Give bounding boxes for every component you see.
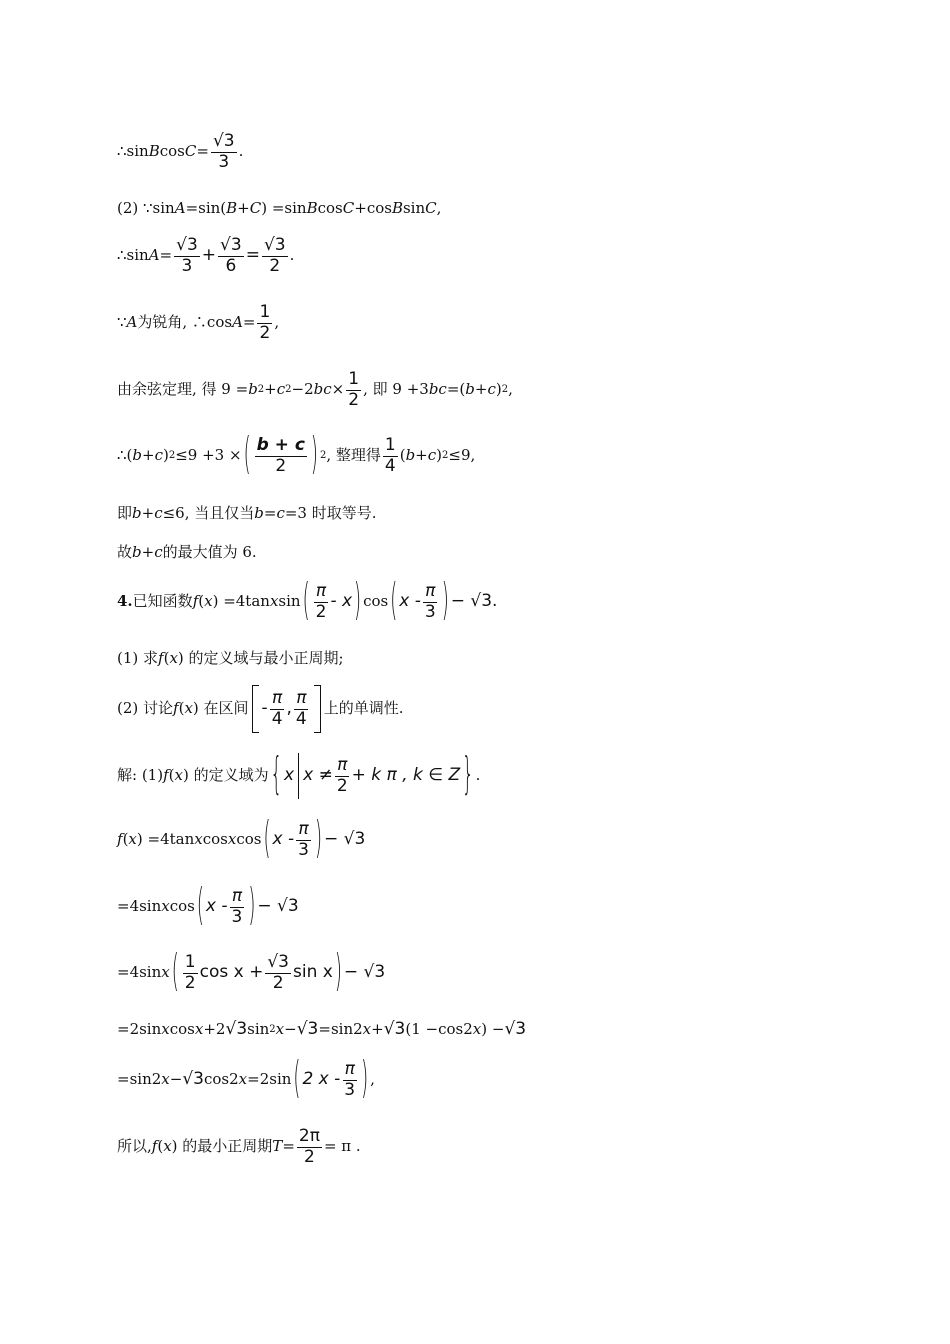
text: b: [465, 380, 475, 399]
numerator: π: [231, 886, 243, 906]
left-paren: (: [171, 946, 179, 998]
text: (2) 讨论: [117, 699, 174, 718]
text: =: [159, 246, 173, 265]
denominator: 2: [315, 601, 327, 622]
text: ∴sin: [117, 142, 149, 161]
text: =sin2: [318, 1020, 363, 1039]
text: +: [264, 380, 277, 399]
text: x -: [272, 829, 295, 850]
text: -: [261, 698, 268, 719]
problem-4-statement: [117, 575, 498, 627]
text: −: [169, 1070, 183, 1089]
fraction: [294, 689, 309, 729]
text: - x: [330, 591, 353, 612]
text: C: [425, 199, 437, 217]
text: f: [117, 830, 123, 849]
text: +: [415, 446, 428, 465]
text: cos: [159, 142, 185, 161]
text: b: [132, 504, 142, 522]
text: =: [196, 142, 209, 161]
line-11: [117, 685, 404, 733]
fraction: [297, 1127, 322, 1167]
problem-number: 4.: [117, 592, 133, 611]
line-17: [117, 1053, 375, 1105]
text: x: [161, 1070, 170, 1089]
line-3: [117, 236, 294, 276]
text: +cos: [354, 199, 392, 217]
text: + k π , k ∈ Z: [351, 765, 461, 786]
text: ) =4tan: [212, 592, 270, 611]
text: x: [184, 699, 193, 718]
numerator: √3: [176, 235, 198, 255]
text: =2sin: [117, 1020, 162, 1039]
text: C: [184, 142, 197, 161]
text: √3: [225, 1019, 248, 1039]
text: x: [194, 830, 203, 849]
line-12: [117, 749, 481, 800]
text: B: [226, 199, 238, 217]
text: , 即 9 +3: [363, 380, 429, 399]
text: x: [174, 766, 183, 785]
right-paren: ): [334, 946, 342, 998]
superscript: 2: [442, 450, 449, 462]
denominator: 3: [344, 1079, 356, 1100]
text: .: [475, 766, 481, 785]
text: √3: [383, 1019, 406, 1039]
text: 故: [117, 543, 133, 561]
text: +: [371, 1020, 384, 1039]
denominator: 2: [348, 389, 360, 410]
line-14: [117, 880, 299, 932]
denominator: 3: [298, 839, 309, 860]
text: (1 −cos2: [405, 1020, 473, 1039]
text: ∵: [117, 313, 127, 332]
text: c: [154, 504, 163, 522]
numerator: π: [344, 1059, 355, 1079]
right-paren: ): [248, 880, 256, 932]
numerator: π: [425, 581, 436, 601]
numerator: 1: [348, 369, 360, 389]
right-paren: ): [361, 1053, 369, 1105]
text: cos: [169, 1020, 195, 1039]
text: cos2: [203, 1070, 239, 1089]
fraction: [211, 132, 237, 172]
fraction: [423, 582, 438, 622]
text: +2: [203, 1020, 226, 1039]
text: A: [174, 199, 186, 217]
text: (: [157, 1137, 164, 1156]
text: =: [245, 245, 260, 266]
text: − √3: [323, 829, 366, 850]
fraction: [218, 236, 244, 276]
numerator: √3: [212, 131, 235, 151]
left-paren: (: [243, 429, 251, 481]
text: sin x: [292, 962, 333, 983]
text: √3: [296, 1019, 319, 1039]
line-13: [117, 813, 366, 865]
text: ) =4tan: [136, 830, 195, 849]
text: =sin2: [117, 1070, 162, 1089]
text: x: [194, 1020, 204, 1039]
text: sin: [247, 1020, 270, 1039]
text: 为锐角, ∴cos: [137, 313, 233, 332]
text: x: [275, 1020, 285, 1039]
text: .: [289, 246, 295, 265]
fraction: [314, 582, 329, 622]
denominator: 2: [259, 322, 271, 343]
denominator: 2: [336, 775, 348, 796]
fraction: [346, 370, 361, 410]
text: − √3.: [450, 591, 498, 612]
text: b: [248, 380, 258, 399]
text: (: [122, 830, 129, 849]
text: x: [284, 765, 295, 786]
text: ) =sin: [261, 199, 307, 217]
numerator: √3: [267, 952, 289, 972]
text: x: [163, 1137, 172, 1156]
superscript: 2: [285, 384, 292, 396]
text: A: [232, 313, 243, 332]
numerator: π: [298, 819, 309, 839]
text: ) 在区间: [192, 699, 249, 718]
denominator: 3: [424, 601, 436, 622]
numerator: π: [271, 687, 283, 708]
text: (: [163, 649, 170, 667]
text: f: [192, 592, 199, 611]
text: .: [238, 142, 244, 161]
numerator: 2π: [298, 1126, 320, 1146]
right-bracket: [314, 685, 321, 733]
text: c: [487, 380, 496, 399]
text: =4sin: [117, 897, 162, 916]
numerator: π: [337, 754, 348, 775]
text: ,: [286, 698, 292, 719]
text: =2sin: [247, 1070, 292, 1089]
fraction: [335, 756, 350, 796]
text: b: [132, 446, 143, 465]
right-brace: }: [462, 749, 474, 800]
text: 即: [117, 504, 133, 522]
text: ) 的最小正周期: [171, 1137, 273, 1156]
text: bc: [428, 380, 447, 399]
denominator: 3: [218, 151, 230, 172]
text: 上的单调性.: [323, 699, 404, 718]
text: cos: [169, 897, 195, 916]
line-1: [117, 132, 243, 172]
text: cos: [363, 592, 389, 611]
text: ≤6, 当且仅当: [162, 504, 255, 522]
fraction: [342, 1060, 357, 1100]
text: (: [168, 766, 175, 785]
line-10: [117, 650, 344, 667]
fraction: [262, 236, 288, 276]
text: bc: [313, 380, 332, 399]
text: ×: [331, 380, 345, 399]
text: x: [238, 1070, 248, 1089]
fraction: [296, 820, 311, 860]
text: ) 的定义域与最小正周期;: [177, 649, 344, 667]
text: +: [141, 543, 155, 561]
text: ): [495, 380, 502, 399]
text: ∴sin: [117, 246, 149, 265]
text: (: [198, 592, 205, 611]
numerator: √3: [263, 235, 286, 255]
left-brace: {: [270, 749, 283, 800]
superscript: 2: [257, 384, 265, 396]
fraction: [257, 303, 272, 343]
text: sin: [402, 199, 426, 217]
line-2: [117, 200, 441, 217]
fraction: [183, 953, 198, 993]
text: 解: (1): [117, 766, 164, 785]
left-paren: (: [302, 575, 310, 627]
text: x: [362, 1020, 372, 1039]
text: ,: [436, 199, 442, 217]
text: x: [227, 830, 237, 849]
denominator: 3: [231, 906, 243, 927]
text: − √3: [257, 896, 299, 917]
text: (: [399, 446, 406, 465]
text: A: [126, 313, 138, 332]
text: −: [284, 1020, 297, 1039]
text: f: [151, 1137, 158, 1156]
text: √3: [182, 1069, 204, 1090]
right-paren: ): [310, 429, 318, 481]
denominator: 2: [275, 455, 287, 476]
text: C: [342, 199, 355, 217]
right-paren: ): [354, 575, 362, 627]
numerator: 1: [259, 302, 271, 322]
fraction: [174, 236, 200, 276]
text: +: [142, 446, 155, 465]
superscript: 2: [168, 450, 176, 462]
text: cos: [202, 830, 228, 849]
numerator: 1: [184, 952, 196, 972]
text: c: [427, 446, 437, 465]
text: x: [161, 963, 170, 982]
text: =: [282, 1137, 295, 1156]
text: x: [169, 649, 178, 667]
denominator: 4: [295, 708, 307, 729]
text: sin: [278, 592, 301, 611]
text: f: [173, 699, 179, 718]
fraction: [230, 887, 245, 927]
text: +: [201, 245, 217, 266]
denominator: 3: [181, 255, 193, 276]
denominator: 2: [304, 1146, 315, 1167]
text: A: [148, 246, 160, 265]
text: x -: [399, 591, 421, 612]
text: x: [128, 830, 137, 849]
text: c: [276, 504, 285, 522]
text: cos: [317, 199, 343, 217]
text: x: [204, 592, 213, 611]
denominator: 6: [225, 255, 237, 276]
left-paren: (: [390, 575, 398, 627]
text: x: [161, 897, 170, 916]
text: − √3: [343, 962, 386, 983]
text: +: [141, 504, 155, 522]
fraction: [383, 436, 398, 476]
numerator: 1: [384, 435, 396, 455]
text: (1) 求: [117, 649, 159, 667]
text: b: [405, 446, 416, 465]
text: ): [436, 446, 443, 465]
text: =sin(: [185, 199, 227, 217]
text: ∴(: [117, 446, 133, 465]
text: 2 x -: [302, 1069, 341, 1090]
text: =3 时取等号.: [284, 504, 377, 522]
text: =: [263, 504, 277, 522]
text: B: [148, 142, 160, 161]
denominator: 4: [384, 455, 396, 476]
text: ,: [274, 313, 280, 332]
text: ) 的定义域为: [182, 766, 269, 785]
text: x: [472, 1020, 482, 1039]
text: ): [163, 446, 169, 465]
text: =: [242, 313, 256, 332]
text: c: [154, 446, 163, 465]
left-paren: (: [196, 880, 204, 932]
fraction: [270, 689, 285, 729]
line-8: [117, 544, 257, 561]
text: √3: [504, 1019, 527, 1039]
text: B: [306, 199, 318, 217]
text: =4sin: [117, 963, 162, 982]
text: (2) ∵sin: [117, 199, 175, 217]
text: B: [391, 199, 403, 217]
denominator: 2: [272, 972, 284, 993]
numerator: π: [315, 581, 327, 601]
line-6: [117, 429, 476, 481]
text: x: [269, 592, 279, 611]
text: +: [237, 199, 250, 217]
text: x -: [205, 896, 228, 917]
text: −2: [291, 380, 314, 399]
denominator: 2: [184, 972, 196, 993]
text: 的最大值为 6.: [162, 543, 257, 561]
text: ) −: [481, 1020, 505, 1039]
fraction: [255, 436, 307, 476]
line-5: [117, 370, 513, 410]
line-16: [117, 1020, 526, 1040]
left-bracket: [252, 685, 259, 733]
text: C: [249, 199, 262, 217]
text: f: [163, 766, 169, 785]
text: 所以,: [117, 1137, 152, 1156]
text: cos x +: [199, 962, 264, 983]
text: cos: [236, 830, 262, 849]
text: = π .: [323, 1137, 361, 1156]
right-paren: ): [441, 575, 449, 627]
text: 已知函数: [132, 592, 193, 611]
right-paren: ): [314, 813, 322, 865]
numerator: √3: [220, 235, 242, 255]
text: ,: [508, 380, 513, 399]
text: ≤9,: [448, 446, 476, 465]
text: b: [254, 504, 264, 522]
text: ,: [370, 1070, 375, 1089]
text: (: [178, 699, 185, 718]
fraction: [265, 953, 291, 993]
superscript: 2: [501, 384, 509, 396]
denominator: 4: [271, 708, 283, 729]
set-divider: [298, 753, 299, 799]
text: 由余弦定理, 得 9 =: [117, 380, 249, 399]
text: b: [132, 543, 142, 561]
text: c: [276, 380, 286, 399]
superscript: 2: [269, 1024, 276, 1036]
left-paren: (: [263, 813, 271, 865]
line-7: [117, 505, 377, 522]
text: c: [154, 543, 163, 561]
numerator: b + c: [256, 435, 305, 455]
superscript: 2: [319, 450, 327, 462]
text: f: [158, 649, 164, 667]
text: =(: [446, 380, 466, 399]
text: T: [272, 1137, 283, 1156]
left-paren: (: [293, 1053, 301, 1105]
numerator: π: [296, 687, 307, 708]
text: x ≠: [303, 765, 333, 786]
text: ≤9 +3 ×: [175, 446, 242, 465]
line-15: [117, 946, 386, 998]
line-18: [117, 1127, 361, 1167]
text: , 整理得: [326, 446, 381, 465]
text: +: [474, 380, 488, 399]
denominator: 2: [269, 255, 281, 276]
text: x: [161, 1020, 170, 1039]
line-4: [117, 303, 279, 343]
